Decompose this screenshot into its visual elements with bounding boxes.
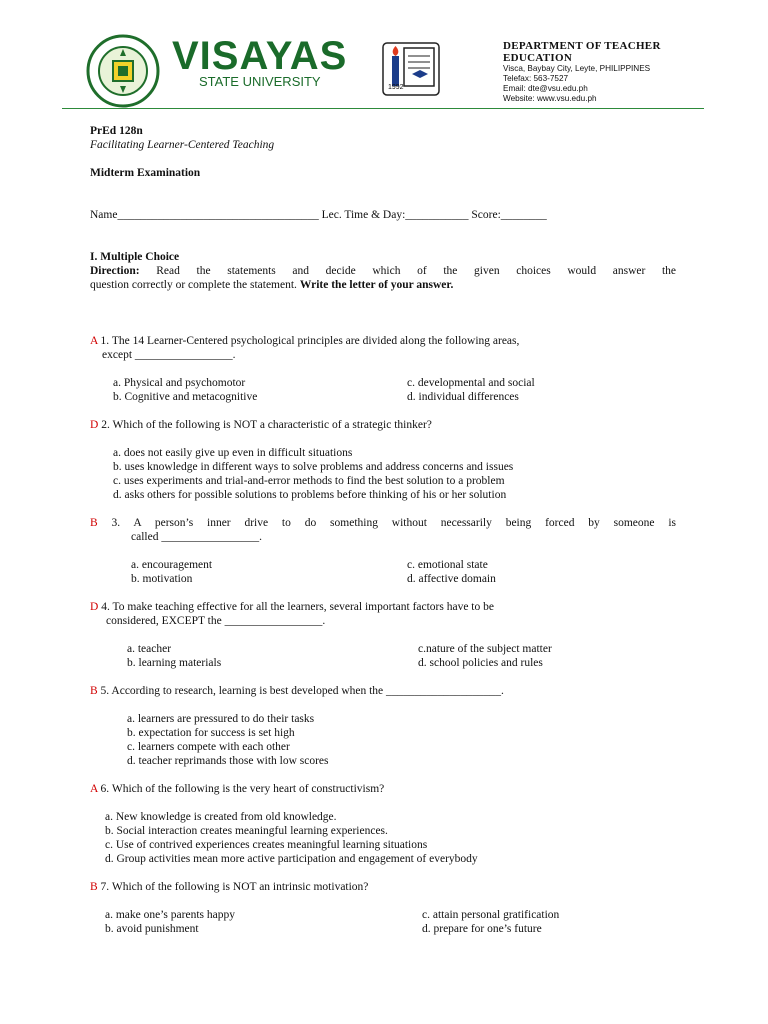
direction-line-1 bbox=[90, 264, 676, 278]
answer-letter: D bbox=[90, 419, 99, 431]
choice-c: c. attain personal gratification bbox=[422, 909, 560, 921]
choice-a: a. encouragement bbox=[131, 559, 213, 571]
choice-a: a. Physical and psychomotor bbox=[113, 377, 246, 389]
department-contact bbox=[503, 64, 650, 104]
question-2 bbox=[90, 418, 432, 432]
emblem-year: 1992 bbox=[388, 84, 404, 91]
direction-text: Read the statements and decide which of the given choices would answer the bbox=[156, 265, 677, 277]
choice-a: a. teacher bbox=[127, 643, 172, 655]
telefax: Telefax: 563-7527 bbox=[503, 74, 569, 83]
choice-c: c. learners compete with each other bbox=[127, 741, 290, 753]
logo-title: VISAYAS bbox=[172, 34, 348, 78]
choice-c: c. developmental and social bbox=[407, 377, 535, 389]
direction-line-2 bbox=[90, 278, 453, 292]
choice-b: b. motivation bbox=[131, 573, 193, 585]
choice-d: d. Group activities mean more active participation and engagement of everybody bbox=[105, 853, 478, 865]
question-text: 2. Which of the following is NOT a characteristic of a strategic thinker? bbox=[101, 419, 432, 431]
question-text: 7. Which of the following is NOT an intrinsic motivation? bbox=[100, 881, 369, 893]
choice-c: c. Use of contrived experiences creates meaningful learning situations bbox=[105, 839, 428, 851]
choice-c: c.nature of the subject matter bbox=[418, 643, 552, 655]
choice-d: d. prepare for one’s future bbox=[422, 923, 542, 935]
choice-b: b. Social interaction creates meaningful learning experiences. bbox=[105, 825, 388, 837]
choice-a: a. does not easily give up even in difficult situations bbox=[113, 447, 353, 459]
question-6 bbox=[90, 782, 384, 796]
department-name bbox=[503, 40, 661, 64]
choice-a: a. learners are pressured to do their tasks bbox=[127, 713, 315, 725]
logo-subtitle: STATE UNIVERSITY bbox=[199, 74, 321, 89]
choice-d: d. asks others for possible solutions to problems before thinking of his or her solution bbox=[113, 489, 507, 501]
department-emblem bbox=[382, 42, 440, 96]
question-3 bbox=[90, 516, 676, 530]
university-seal bbox=[86, 34, 160, 108]
direction-text-2: question correctly or complete the statement. bbox=[90, 279, 297, 291]
choice-b: b. Cognitive and metacognitive bbox=[113, 391, 258, 403]
section-heading: I. Multiple Choice bbox=[90, 251, 180, 263]
header-divider bbox=[62, 108, 704, 109]
choice-b: b. learning materials bbox=[127, 657, 222, 669]
choice-d: d. teacher reprimands those with low scores bbox=[127, 755, 329, 767]
answer-letter: A bbox=[90, 783, 98, 795]
direction-bold: Write the letter of your answer. bbox=[299, 279, 454, 291]
choice-a: a. make one’s parents happy bbox=[105, 909, 235, 921]
question-4-line-2: considered, EXCEPT the _________________. bbox=[106, 615, 326, 627]
choice-c: c. emotional state bbox=[407, 559, 488, 571]
question-text: 3. A person’s inner drive to do something without necessarily being forced by someone is bbox=[111, 517, 676, 529]
answer-letter: D bbox=[90, 601, 99, 613]
choice-b: b. uses knowledge in different ways to solve problems and address concerns and issues bbox=[113, 461, 514, 473]
question-text: 1. The 14 Learner-Centered psychological principles are divided along the following areas, bbox=[100, 335, 520, 347]
question-text: 6. Which of the following is the very heart of constructivism? bbox=[100, 783, 385, 795]
answer-letter: A bbox=[90, 335, 98, 347]
department-line-2: EDUCATION bbox=[503, 52, 573, 64]
answer-letter: B bbox=[90, 881, 98, 893]
address: Visca, Baybay City, Leyte, PHILIPPINES bbox=[503, 64, 651, 73]
question-1-line-2: except _________________. bbox=[102, 349, 236, 361]
choice-b: b. avoid punishment bbox=[105, 923, 199, 935]
choice-c: c. uses experiments and trial-and-error methods to find the best solution to a problem bbox=[113, 475, 505, 487]
course-title: Facilitating Learner-Centered Teaching bbox=[90, 139, 275, 151]
website: Website: www.vsu.edu.ph bbox=[503, 94, 597, 103]
choice-a: a. New knowledge is created from old knowledge. bbox=[105, 811, 337, 823]
question-text: 5. According to research, learning is best developed when the ____________________. bbox=[100, 685, 504, 697]
department-line-1: DEPARTMENT OF TEACHER bbox=[503, 40, 661, 52]
question-7 bbox=[90, 880, 368, 894]
name-time-score-line: Name___________________________________ Lec. Time & Day:___________ Score:________ bbox=[90, 209, 547, 221]
choice-d: d. affective domain bbox=[407, 573, 496, 585]
exam-title: Midterm Examination bbox=[90, 167, 201, 179]
question-3-line-2: called _________________. bbox=[131, 531, 262, 543]
answer-letter: B bbox=[90, 685, 98, 697]
email: Email: dte@vsu.edu.ph bbox=[503, 84, 588, 93]
question-text: 4. To make teaching effective for all the learners, several important factors have to be bbox=[101, 601, 494, 613]
course-code: PrEd 128n bbox=[90, 125, 143, 137]
answer-letter: B bbox=[90, 517, 98, 529]
choice-d: d. individual differences bbox=[407, 391, 519, 403]
question-4 bbox=[90, 600, 494, 614]
choice-b: b. expectation for success is set high bbox=[127, 727, 295, 739]
question-1 bbox=[90, 334, 519, 348]
choice-d: d. school policies and rules bbox=[418, 657, 543, 669]
direction-label: Direction: bbox=[90, 265, 140, 277]
question-5 bbox=[90, 684, 504, 698]
